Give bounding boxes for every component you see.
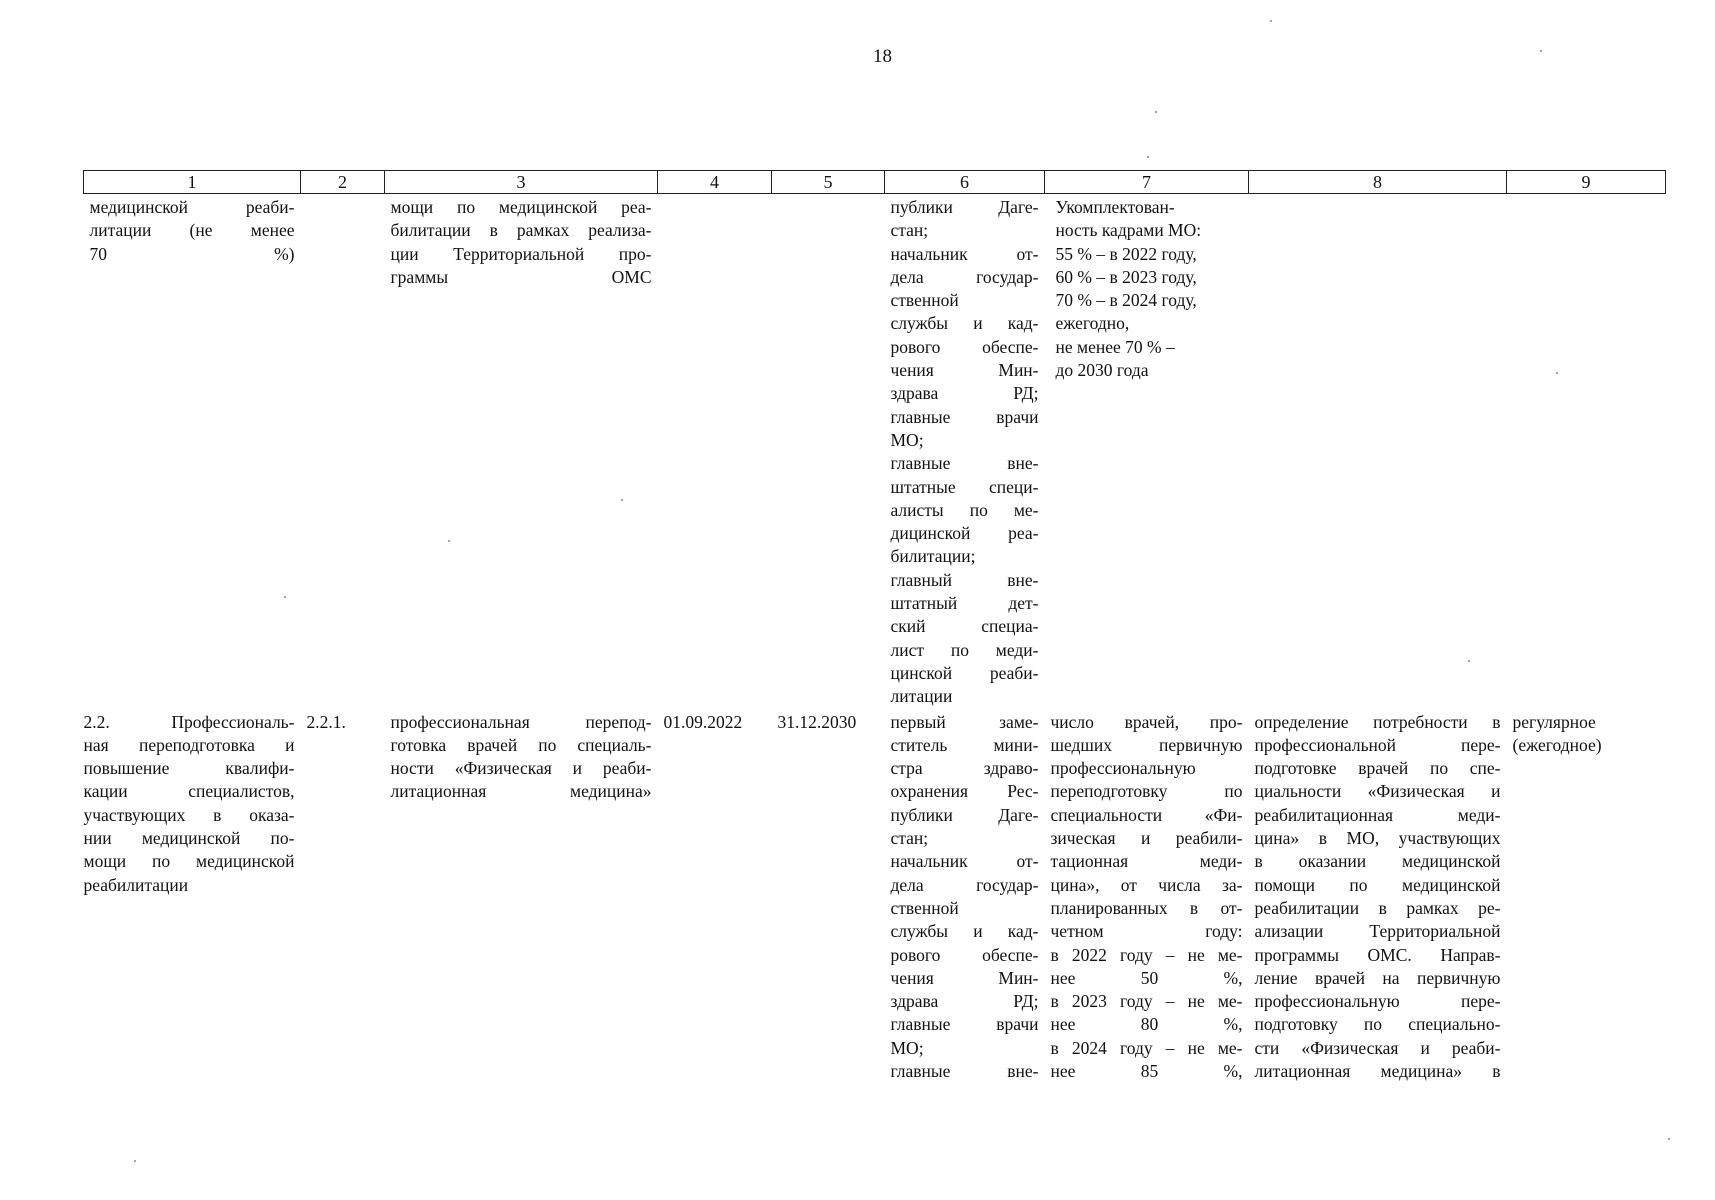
scan-speck — [448, 540, 450, 542]
cell-line: подготовку по специально- — [1254, 1014, 1501, 1035]
cell-line: сти «Физическая и реаби- — [1254, 1037, 1501, 1058]
cell-line: участвующих в оказа- — [83, 804, 295, 825]
cell-line: билитации; — [890, 546, 976, 567]
cell-line: профессиональную пере- — [1254, 991, 1501, 1012]
cell-line: нее 50 %, — [1050, 967, 1243, 988]
scan-speck — [1668, 1138, 1670, 1140]
cell-line: главные вне- — [890, 1060, 1039, 1081]
cell-line: МО; — [890, 429, 924, 450]
cell-line: граммы ОМС — [390, 266, 652, 287]
header-col-1: 1 — [84, 171, 301, 194]
cell-line: рового обеспе- — [890, 336, 1039, 357]
scan-speck — [621, 499, 623, 501]
cell-line: 2.2. Профессиональ- — [83, 711, 295, 732]
cell-line: ский специа- — [890, 616, 1039, 637]
cell-line: ление врачей на первичную — [1254, 967, 1501, 988]
cell-line: дела государ- — [890, 874, 1039, 895]
cell-line: стра здраво- — [890, 758, 1039, 779]
plan-table — [83, 170, 1666, 1083]
cell-line: профессиональную — [1050, 758, 1196, 779]
cell-line: подготовке врачей по спе- — [1254, 758, 1501, 779]
cell-line: службы и кад- — [890, 313, 1039, 334]
header-col-2: 2 — [301, 171, 385, 194]
cell-line: циальности «Физическая и — [1254, 781, 1501, 802]
cell-line: стан; — [890, 828, 929, 849]
cell-line: литационная медицина» в — [1254, 1060, 1501, 1081]
cell-line: штатный дет- — [890, 593, 1039, 614]
scan-speck — [1270, 20, 1272, 22]
cell-line: ственной — [890, 290, 959, 311]
scan-speck — [1155, 111, 1157, 113]
cell-line: алисты по ме- — [890, 499, 1039, 520]
cell-line: публики Даге- — [890, 197, 1039, 217]
cell-line: не менее 70 % – — [1055, 336, 1175, 357]
cell-line: программы ОМС. Направ- — [1254, 944, 1501, 965]
cell-line: ности «Физическая и реаби- — [390, 758, 652, 779]
cell-line: чения Мин- — [890, 967, 1039, 988]
cell-line: литации (не менее — [89, 220, 295, 241]
cell-line: нии медицинской по- — [83, 828, 295, 849]
scan-speck — [284, 596, 286, 598]
cell-line: рового обеспе- — [890, 944, 1039, 965]
cell-line: 60 % – в 2023 году, — [1055, 266, 1197, 287]
cell-line: в 2022 году – не ме- — [1050, 944, 1243, 965]
cell-line: число врачей, про- — [1050, 711, 1243, 732]
header-col-7: 7 — [1045, 171, 1249, 194]
cell-line: литации — [890, 686, 953, 707]
cell-line: главные врачи — [890, 1014, 1039, 1035]
cell-line: начальник от- — [890, 851, 1039, 872]
table-header-row — [84, 171, 1666, 194]
scan-speck — [134, 1160, 136, 1162]
cell-line: первый заме- — [890, 711, 1039, 732]
scan-speck — [1147, 156, 1149, 158]
cell-line: кации специалистов, — [83, 781, 295, 802]
cell-start-date: 01.09.2022 — [663, 711, 743, 732]
cell-line: главные врачи — [890, 406, 1039, 427]
header-col-9: 9 — [1507, 171, 1666, 194]
cell-control — [1507, 194, 1666, 709]
cell-line: планированных в от- — [1050, 897, 1243, 918]
cell-line: мощи по медицинской реа- — [390, 197, 652, 217]
cell-line: главный вне- — [890, 569, 1039, 590]
cell-line: повышение квалифи- — [83, 758, 295, 779]
cell-line: здрава РД; — [890, 991, 1039, 1012]
cell-line: литационная медицина» — [390, 781, 652, 802]
cell-activity — [385, 709, 658, 1084]
cell-line: регулярное — [1512, 711, 1596, 732]
cell-line: охранения Рес- — [890, 781, 1039, 802]
cell-line: ститель мини- — [890, 734, 1039, 755]
cell-end-date — [772, 194, 885, 709]
cell-responsible — [885, 194, 1045, 709]
header-col-5: 5 — [772, 171, 885, 194]
cell-responsible — [885, 709, 1045, 1084]
cell-indicator — [1045, 709, 1249, 1084]
cell-line: Укомплектован- — [1055, 197, 1175, 217]
cell-line: ность кадрами МО: — [1055, 220, 1202, 241]
cell-line: цинской реаби- — [890, 662, 1039, 683]
cell-line: шедших первичную — [1050, 734, 1243, 755]
cell-line: главные вне- — [890, 453, 1039, 474]
cell-line: (ежегодное) — [1512, 734, 1602, 755]
header-col-6: 6 — [885, 171, 1045, 194]
cell-activity — [385, 194, 658, 709]
cell-line: определение потребности в — [1254, 711, 1501, 732]
cell-line: службы и кад- — [890, 921, 1039, 942]
cell-line: в 2023 году – не ме- — [1050, 991, 1243, 1012]
cell-line: специальности «Фи- — [1050, 804, 1243, 825]
cell-line: нее 85 %, — [1050, 1060, 1243, 1081]
cell-number: 2.2.1. — [306, 711, 346, 732]
cell-result — [1249, 194, 1507, 709]
scan-speck — [1540, 50, 1542, 52]
cell-line: 70 %) — [89, 243, 295, 264]
cell-line: ализации Территориальной — [1254, 921, 1501, 942]
scan-speck — [1468, 660, 1470, 662]
cell-line: тационная меди- — [1050, 851, 1243, 872]
header-col-3: 3 — [385, 171, 658, 194]
cell-line: зическая и реабили- — [1050, 828, 1243, 849]
cell-line: реабилитации в рамках ре- — [1254, 897, 1501, 918]
cell-line: лист по меди- — [890, 639, 1039, 660]
cell-end-date: 31.12.2030 — [777, 711, 857, 732]
cell-line: чения Мин- — [890, 360, 1039, 381]
cell-line: до 2030 года — [1055, 360, 1149, 381]
cell-control — [1507, 709, 1666, 1084]
cell-line: начальник от- — [890, 243, 1039, 264]
cell-line: публики Даге- — [890, 804, 1039, 825]
cell-line: 70 % – в 2024 году, — [1055, 290, 1197, 311]
cell-line: профессиональной пере- — [1254, 734, 1501, 755]
table-row — [84, 194, 1666, 709]
cell-line: помощи по медицинской — [1254, 874, 1501, 895]
cell-number — [301, 194, 385, 709]
header-col-8: 8 — [1249, 171, 1507, 194]
cell-line: в оказании медицинской — [1254, 851, 1501, 872]
cell-line: реабилитационная меди- — [1254, 804, 1501, 825]
cell-line: штатные специ- — [890, 476, 1039, 497]
cell-line: в 2024 году – не ме- — [1050, 1037, 1243, 1058]
cell-line: дицинской реа- — [890, 523, 1039, 544]
cell-line: стан; — [890, 220, 929, 241]
header-col-4: 4 — [658, 171, 772, 194]
cell-line: дела государ- — [890, 266, 1039, 287]
cell-line: ственной — [890, 897, 959, 918]
cell-line: реабилитации — [83, 874, 189, 895]
cell-line: цина», от числа за- — [1050, 874, 1243, 895]
cell-start-date — [658, 194, 772, 709]
cell-line: МО; — [890, 1037, 924, 1058]
cell-line: мощи по медицинской — [83, 851, 295, 872]
page-number: 18 — [873, 46, 892, 67]
cell-line: профессиональная перепод- — [390, 711, 652, 732]
cell-line: ежегодно, — [1055, 313, 1130, 334]
cell-task-name — [84, 194, 301, 709]
cell-line: здрава РД; — [890, 383, 1039, 404]
cell-line: ная переподготовка и — [83, 734, 295, 755]
cell-line: медицинской реаби- — [89, 197, 295, 217]
cell-task-name — [84, 709, 301, 1084]
table-row — [84, 709, 1666, 1084]
cell-result — [1249, 709, 1507, 1084]
cell-line: готовка врачей по специаль- — [390, 734, 652, 755]
cell-line: 55 % – в 2022 году, — [1055, 243, 1197, 264]
cell-line: нее 80 %, — [1050, 1014, 1243, 1035]
cell-line: ции Территориальной про- — [390, 243, 652, 264]
cell-line: переподготовку по — [1050, 781, 1243, 802]
cell-line: цина» в МО, участвующих — [1254, 828, 1501, 849]
scan-speck — [1556, 372, 1558, 374]
cell-line: билитации в рамках реализа- — [390, 220, 652, 241]
cell-line: четном году: — [1050, 921, 1243, 942]
cell-indicator — [1045, 194, 1249, 709]
